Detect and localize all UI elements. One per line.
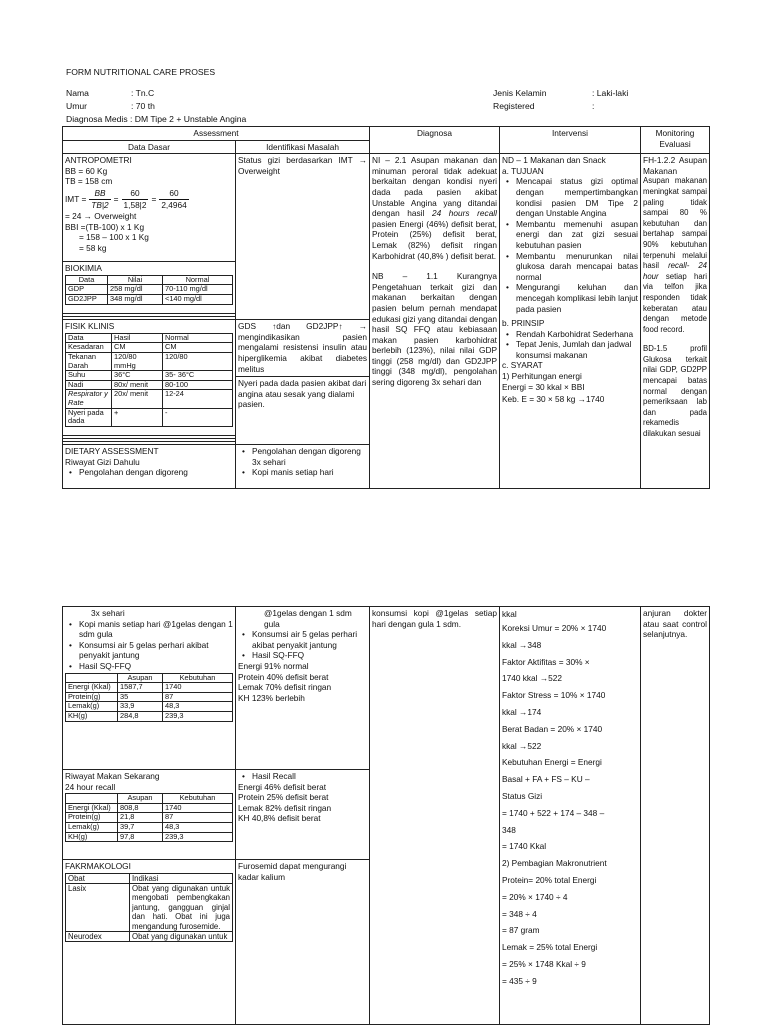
masalah-dietary-list-p2 <box>238 629 367 661</box>
recall-header-asupan: Asupan <box>118 794 163 804</box>
calc-line-13: 348 <box>502 824 516 835</box>
diagnosa-header: Diagnosa <box>370 127 500 154</box>
fisik-header-hasil: Hasil <box>112 333 163 343</box>
recall-cell-r3c3: 48,3 <box>163 822 233 832</box>
masalah-lemak: Lemak 70% defisit ringan <box>238 682 332 693</box>
fisik-cell-r6c3: - <box>163 408 233 426</box>
diagnosa-medis: Diagnosa Medis : DM Tipe 2 + Unstable Angina <box>66 114 247 124</box>
form-title: FORM NUTRITIONAL CARE PROSES <box>66 67 216 77</box>
fisik-cell-r2c3: 120/80 <box>163 352 233 370</box>
dietary-item-1: • Pengolahan dengan digoreng <box>65 467 233 478</box>
bbi-line-3: = 58 kg <box>79 242 107 253</box>
masalah-dietary-item-3: • Konsumsi air 5 gelas perhari akibat penyakit jantung <box>238 629 367 650</box>
calc-line-6: kkal →174 <box>502 706 542 717</box>
imt-f1-num: BB <box>94 187 106 198</box>
dietary-title: DIETARY ASSESSMENT <box>65 446 159 457</box>
biokimia-cell-r1c1: GDP <box>66 285 108 295</box>
monitoring-p1-b: Asupan makanan meningkat sampai paling tidak sampai 80 % kebutuhan dan bertahap sampai 90% kebutuhan terpenuhi melalui hasil <box>643 176 707 271</box>
recall-cell-r2c2: 21,8 <box>118 813 163 823</box>
riwayat-dahulu: Riwayat Gizi Dahulu <box>65 456 140 467</box>
masalah-dietary-item-1: • Pengolahan dengan digoreng 3x sehari <box>238 446 367 467</box>
fisik-cell-r5c1: Respirator y Rate <box>66 390 112 408</box>
tujuan-item-4: • Mengurangi keluhan dan mencegah komplikasi lebih lanjut pada pasien <box>502 282 638 314</box>
fisik-cell-r3c3: 35- 36°C <box>163 371 233 381</box>
biokimia-cell-r1c3: 70-110 mg/dl <box>163 285 233 295</box>
intervensi-calc <box>502 608 638 1020</box>
fisik-cell-r5c3: 12-24 <box>163 390 233 408</box>
recall-cell-r4c2: 97,8 <box>118 832 163 842</box>
registered-value: : <box>592 101 595 111</box>
tb-value: TB = 158 cm <box>65 176 113 187</box>
ffq-cell-r4c3: 239,3 <box>163 711 233 721</box>
diagnosa-ni <box>372 155 497 261</box>
biokimia-header-nilai: Nilai <box>108 275 163 285</box>
fisik-table <box>65 333 233 427</box>
riwayat-sekarang-cell <box>63 770 236 860</box>
prinsip-item-2: • Tepat Jenis, Jumlah dan jadwal konsumsi makanan <box>502 339 638 360</box>
calc-line-19: = 87 gram <box>502 925 540 936</box>
intervensi-title: ND – 1 Makanan dan Snack <box>502 155 606 166</box>
farmakologi-header-obat: Obat <box>66 873 130 883</box>
dietary-item-4: • Hasil SQ-FFQ <box>65 661 233 672</box>
ffq-header-blank <box>66 673 118 683</box>
identifikasi-header: Identifikasi Masalah <box>236 140 370 154</box>
imt-result: = 24 → Overweight <box>65 211 137 222</box>
diagnosa-nb-p1: NB – 1.1 Kurangnya Pengetahuan terkait gizi dan makanan berkaitan dengan pasien belum pernah mendapat edukasi gizi yang ditandai dengan hasil SQ FFQ atau kebiasaan makan pasien karbohidrat berlebih (123%), nilai nilai GDP tinggi (258 mg/dl) dan GD2JPP tinggi (348 mg/dl), pengolahan sering digoreng 3x sehari dan <box>372 271 497 388</box>
ffq-cell-r4c1: KH(g) <box>66 711 118 721</box>
monitoring-cell <box>641 154 710 489</box>
monitoring-p1-c: setiap hari via telfon jika responden tidak keberatan atau dengan metode food record. <box>643 271 707 334</box>
nama-value: : Tn.C <box>131 88 155 98</box>
recall-cell-r2c1: Protein(g) <box>66 813 118 823</box>
calc-line-12: = 1740 + 522 + 174 – 348 – <box>502 807 605 818</box>
imt-f2-num: 60 <box>130 187 140 198</box>
biokimia-cell-r1c2: 258 mg/dl <box>108 285 163 295</box>
jenis-kelamin-value: : Laki-laki <box>592 88 629 98</box>
masalah-dietary-p1 <box>236 445 370 489</box>
diagnosa-cell-continued <box>370 607 500 1025</box>
fisik-cell-r2c1: Tekanan Darah <box>66 352 112 370</box>
monitoring-header-line1: Monitoring <box>655 128 695 138</box>
riwayat-sekarang-title: Riwayat Makan Sekarang <box>65 771 160 781</box>
diagnosa-ni-recall: 24 hours recall <box>431 208 497 219</box>
calc-line-15: 2) Pembagian Makronutrient <box>502 858 607 869</box>
masalah-recall-energi: Energi 46% defisit berat <box>238 781 327 792</box>
fisik-cell-r5c2: 20x/ menit <box>112 390 163 408</box>
imt-fraction-2 <box>122 188 149 210</box>
fisik-cell-r6c2: + <box>112 408 163 426</box>
monitoring-header-line2: Evaluasi <box>659 138 691 149</box>
prinsip-list <box>502 329 638 361</box>
monitoring-p2-a: anjuran dokter atau saat control selanjutnya. <box>643 608 707 640</box>
fisik-cell <box>63 320 236 436</box>
calc-line-22: = 435 ÷ 9 <box>502 975 537 986</box>
biokimia-table <box>65 275 233 305</box>
calc-line-18: = 348 ÷ 4 <box>502 908 537 919</box>
dietary-list-p1 <box>65 467 233 478</box>
farmakologi-title: FAKRMAKOLOGI <box>65 861 131 871</box>
nutritional-care-table <box>62 126 710 489</box>
calc-line-2: kkal →348 <box>502 639 542 650</box>
farmakologi-cell-r1c2: Obat yang digunakan untuk mengobati pembengkakan jantung, gangguan ginjal dan hati. Obat ini juga mengandung furosemide. <box>130 884 233 932</box>
ffq-cell-r3c3: 48,3 <box>163 702 233 712</box>
masalah-dietary-item-2: • Kopi manis setiap hari <box>238 467 367 478</box>
calc-line-11: Status Gizi <box>502 790 543 801</box>
calc-line-4: 1740 kkal →522 <box>502 673 562 684</box>
page-gap <box>0 540 768 598</box>
dietary-item-3: • Konsumsi air 5 gelas perhari akibat penyakit jantung <box>65 640 233 661</box>
recall-cell-r1c1: Energi (Kkal) <box>66 803 118 813</box>
prinsip-item-1: • Rendah Karbohidrat Sederhana <box>502 329 638 340</box>
tujuan-item-3: • Membantu menurunkan nilai glukosa darah mencapai batas normal <box>502 251 638 283</box>
imt-fraction-1 <box>89 188 110 210</box>
recall-cell-r1c2: 808,8 <box>118 803 163 813</box>
energi-formula: Energi = 30 kkal × BBI <box>502 381 585 392</box>
monitoring-header <box>641 127 710 154</box>
dietary-cell-continued <box>63 607 236 770</box>
imt-f2-den: 1,58|2 <box>123 199 147 210</box>
fisik-header-data: Data <box>66 333 112 343</box>
intervensi-cell-continued <box>500 607 641 1025</box>
imt-label: IMT = <box>65 193 87 204</box>
imt-formula <box>65 188 233 210</box>
antropometri-title: ANTROPOMETRI <box>65 155 132 166</box>
equals-sign: = <box>151 193 157 204</box>
biokimia-header-data: Data <box>66 275 108 285</box>
umur-value: : 70 th <box>131 101 155 111</box>
masalah-energi: Energi 91% normal <box>238 660 309 671</box>
fisik-cell-r2c2: 120/80 mmHg <box>112 352 163 370</box>
umur-label: Umur <box>66 101 88 111</box>
perhitungan-label: 1) Perhitungan energi <box>502 371 582 382</box>
ffq-cell-r3c1: Lemak(g) <box>66 702 118 712</box>
fisik-cell-r3c1: Suhu <box>66 371 112 381</box>
masalah-recall-kh: KH 40,8% defisit berat <box>238 813 321 824</box>
recall-table <box>65 793 233 842</box>
masalah-dietary-p2 <box>236 607 370 770</box>
antropometri-cell <box>63 154 236 262</box>
recall-cell-r1c3: 1740 <box>163 803 233 813</box>
masalah-recall-lemak: Lemak 82% defisit ringan <box>238 802 332 813</box>
masalah-recall-item: • Hasil Recall <box>238 771 367 782</box>
dietary-cell <box>63 445 236 489</box>
monitoring-p1-a: FH-1.2.2 Asupan Makanan <box>643 155 707 176</box>
fisik-cell-r1c1: Kesadaran <box>66 343 112 353</box>
keb-energi: Keb. E = 30 × 58 kg →1740 <box>502 394 605 405</box>
fisik-cell-r4c2: 80x/ menit <box>112 380 163 390</box>
fisik-cell-r6c1: Nyeri pada dada <box>66 408 112 426</box>
ffq-cell-r3c2: 33,9 <box>118 702 163 712</box>
intervensi-cell <box>500 154 641 489</box>
recall-cell-r4c3: 239,3 <box>163 832 233 842</box>
farmakologi-cell <box>63 860 236 1025</box>
farmakologi-cell-r1c1: Lasix <box>66 884 130 932</box>
calc-line-14: = 1740 Kkal <box>502 841 547 852</box>
bbi-line-2: = 158 – 100 x 1 Kg <box>79 232 149 243</box>
calc-line-9: Kebutuhan Energi = Energi <box>502 757 602 768</box>
masalah-fisik: Nyeri pada dada pasien akibat dari angina atau sesak yang dialami pasien. <box>236 376 369 411</box>
recall-header-blank <box>66 794 118 804</box>
masalah-dietary-item-4: • Hasil SQ-FFQ <box>238 650 367 661</box>
masalah-biokimia: GDS ↑dan GD2JPP↑ → mengindikasikan pasien mengalami resistensi insulin atau hiperglikemia akibat diabetes melitus <box>238 321 367 374</box>
calc-line-21: = 25% × 1748 Kkal ÷ 9 <box>502 958 586 969</box>
diagnosa-cell <box>370 154 500 489</box>
diagnosa-ni-p1: NI – 2.1 Asupan makanan dan minuman peroral tidak adekuat berkaitan dengan kondisi nyeri dada pada pasien akibat Unstable Angina yang ditandai dengan hasil <box>372 155 497 219</box>
fisik-header-normal: Normal <box>163 333 233 343</box>
biokimia-cell <box>63 262 236 314</box>
ffq-cell-r2c3: 87 <box>163 692 233 702</box>
masalah-recall-list <box>238 771 367 782</box>
masalah-dietary-list <box>238 446 367 478</box>
calc-line-5: Faktor Stress = 10% × 1740 <box>502 690 606 701</box>
jenis-kelamin-label: Jenis Kelamin <box>493 88 547 98</box>
data-dasar-header: Data Dasar <box>63 140 236 154</box>
dietary-list-p2 <box>65 619 233 672</box>
recall-cell-r4c1: KH(g) <box>66 832 118 842</box>
equals-sign: = <box>113 193 119 204</box>
sq-ffq-table <box>65 673 233 722</box>
tujuan-label: a. TUJUAN <box>502 165 544 176</box>
calc-line-8: kkal →522 <box>502 740 542 751</box>
farmakologi-table <box>65 873 233 943</box>
biokimia-header-normal: Normal <box>163 275 233 285</box>
calc-line-16: Protein= 20% total Energi <box>502 874 597 885</box>
tujuan-item-1: • Mencapai status gizi optimal dengan mempertimbangkan kondisi pasien DM Tipe 2 dengan Unstable Angina <box>502 176 638 218</box>
assessment-header: Assessment <box>63 127 370 141</box>
calc-line-17: = 20% × 1740 ÷ 4 <box>502 891 568 902</box>
imt-f1-den: TB|2 <box>91 199 109 210</box>
calc-line-3: Faktor Aktifitas = 30% × <box>502 656 590 667</box>
recall-header-kebutuhan: Kebutuhan <box>163 794 233 804</box>
farmakologi-header-indikasi: Indikasi <box>130 873 233 883</box>
registered-label: Registered <box>493 101 535 111</box>
calc-line-7: Berat Badan = 20% × 1740 <box>502 723 603 734</box>
biokimia-cell-r2c2: 348 mg/dl <box>108 294 163 304</box>
ffq-header-asupan: Asupan <box>118 673 163 683</box>
imt-f3-den: 2,4964 <box>161 199 187 210</box>
nama-label: Nama <box>66 88 89 98</box>
masalah-recall-protein: Protein 25% defisit berat <box>238 792 329 803</box>
ffq-cell-r2c2: 35 <box>118 692 163 702</box>
intervensi-header: Intervensi <box>500 127 641 154</box>
calc-line-10: Basal + FA + FS – KU – <box>502 774 590 785</box>
ffq-cell-r1c1: Energi (Kkal) <box>66 683 118 693</box>
bbi-line-1: BBI =(TB-100) x 1 Kg <box>65 221 145 232</box>
calc-line-1: Koreksi Umur = 20% × 1740 <box>502 623 607 633</box>
masalah-farmakologi: Furosemid dapat mengurangi kadar kalium <box>236 860 370 1025</box>
recall-cell-r3c1: Lemak(g) <box>66 822 118 832</box>
imt-f3-num: 60 <box>169 187 179 198</box>
prinsip-label: b. PRINSIP <box>502 318 545 329</box>
dietary-item-2: • Kopi manis setiap hari @1gelas dengan 1 sdm gula <box>65 619 233 640</box>
fisik-cell-r1c2: CM <box>112 343 163 353</box>
biokimia-title: BIOKIMIA <box>65 263 102 274</box>
riwayat-sekarang-sub: 24 hour recall <box>65 781 116 792</box>
farmakologi-cell-r2c2: Obat yang digunakan untuk <box>130 932 233 942</box>
masalah-antropometri: Status gizi berdasarkan IMT → Overweight <box>236 154 370 320</box>
kkal-carry: kkal <box>502 609 517 619</box>
imt-fraction-3 <box>159 188 188 210</box>
ffq-cell-r1c2: 1587,7 <box>118 683 163 693</box>
tujuan-item-2: • Membantu memenuhi asupan energi dan zat gizi sesuai kebutuhan pasien <box>502 219 638 251</box>
dietary-item-1-cont: 3x sehari <box>91 608 125 618</box>
masalah-dietary-cont: @1gelas dengan 1 sdm gula <box>264 608 352 629</box>
ffq-cell-r4c2: 284,8 <box>118 711 163 721</box>
fisik-cell-r4c3: 80-100 <box>163 380 233 390</box>
monitoring-cell-continued <box>641 607 710 1025</box>
monitoring-p1 <box>643 176 707 335</box>
masalah-recall <box>236 770 370 860</box>
masalah-kh: KH 123% berlebih <box>238 692 305 703</box>
masalah-protein: Protein 40% defisit berat <box>238 671 329 682</box>
ffq-cell-r1c3: 1740 <box>163 683 233 693</box>
biokimia-cell-r2c3: <140 mg/dl <box>163 294 233 304</box>
fisik-cell-r3c2: 36°C <box>112 371 163 381</box>
monitoring-p1-recall: recall- 24 hour <box>643 261 707 281</box>
bb-value: BB = 60 Kg <box>65 165 108 176</box>
masalah-biokimia-fisik <box>236 320 370 445</box>
monitoring-p1-d: BD-1.5 profil Glukosa terkait nilai GDP, GD2PP mencapai batas normal dengan pemeriksaan lab dan pada rekamedis dilakukan sesuai <box>643 344 707 439</box>
nutritional-care-table-continued <box>62 606 710 1025</box>
ffq-cell-r2c1: Protein(g) <box>66 692 118 702</box>
calc-line-20: Lemak = 25% total Energi <box>502 942 598 953</box>
recall-cell-r3c2: 39,7 <box>118 822 163 832</box>
farmakologi-cell-r2c1: Neurodex <box>66 932 130 942</box>
recall-cell-r2c3: 87 <box>163 813 233 823</box>
ffq-header-kebutuhan: Kebutuhan <box>163 673 233 683</box>
diagnosa-ni-p2: pasien Energi (46%) defisit berat, Protein (25%) defisit berat, Lemak (82%) defisit ringan Karbohidrat (40,8% ) defisit berat. <box>372 218 497 261</box>
biokimia-cell-r2c1: GD2JPP <box>66 294 108 304</box>
diagnosa-nb-p2: konsumsi kopi @1gelas setiap hari dengan gula 1 sdm. <box>372 608 497 629</box>
syarat-label: c. SYARAT <box>502 360 543 371</box>
fisik-cell-r4c1: Nadi <box>66 380 112 390</box>
fisik-title: FISIK KLINIS <box>65 321 115 332</box>
fisik-cell-r1c3: CM <box>163 343 233 353</box>
document-page-2 <box>0 598 768 1024</box>
tujuan-list <box>502 176 638 314</box>
